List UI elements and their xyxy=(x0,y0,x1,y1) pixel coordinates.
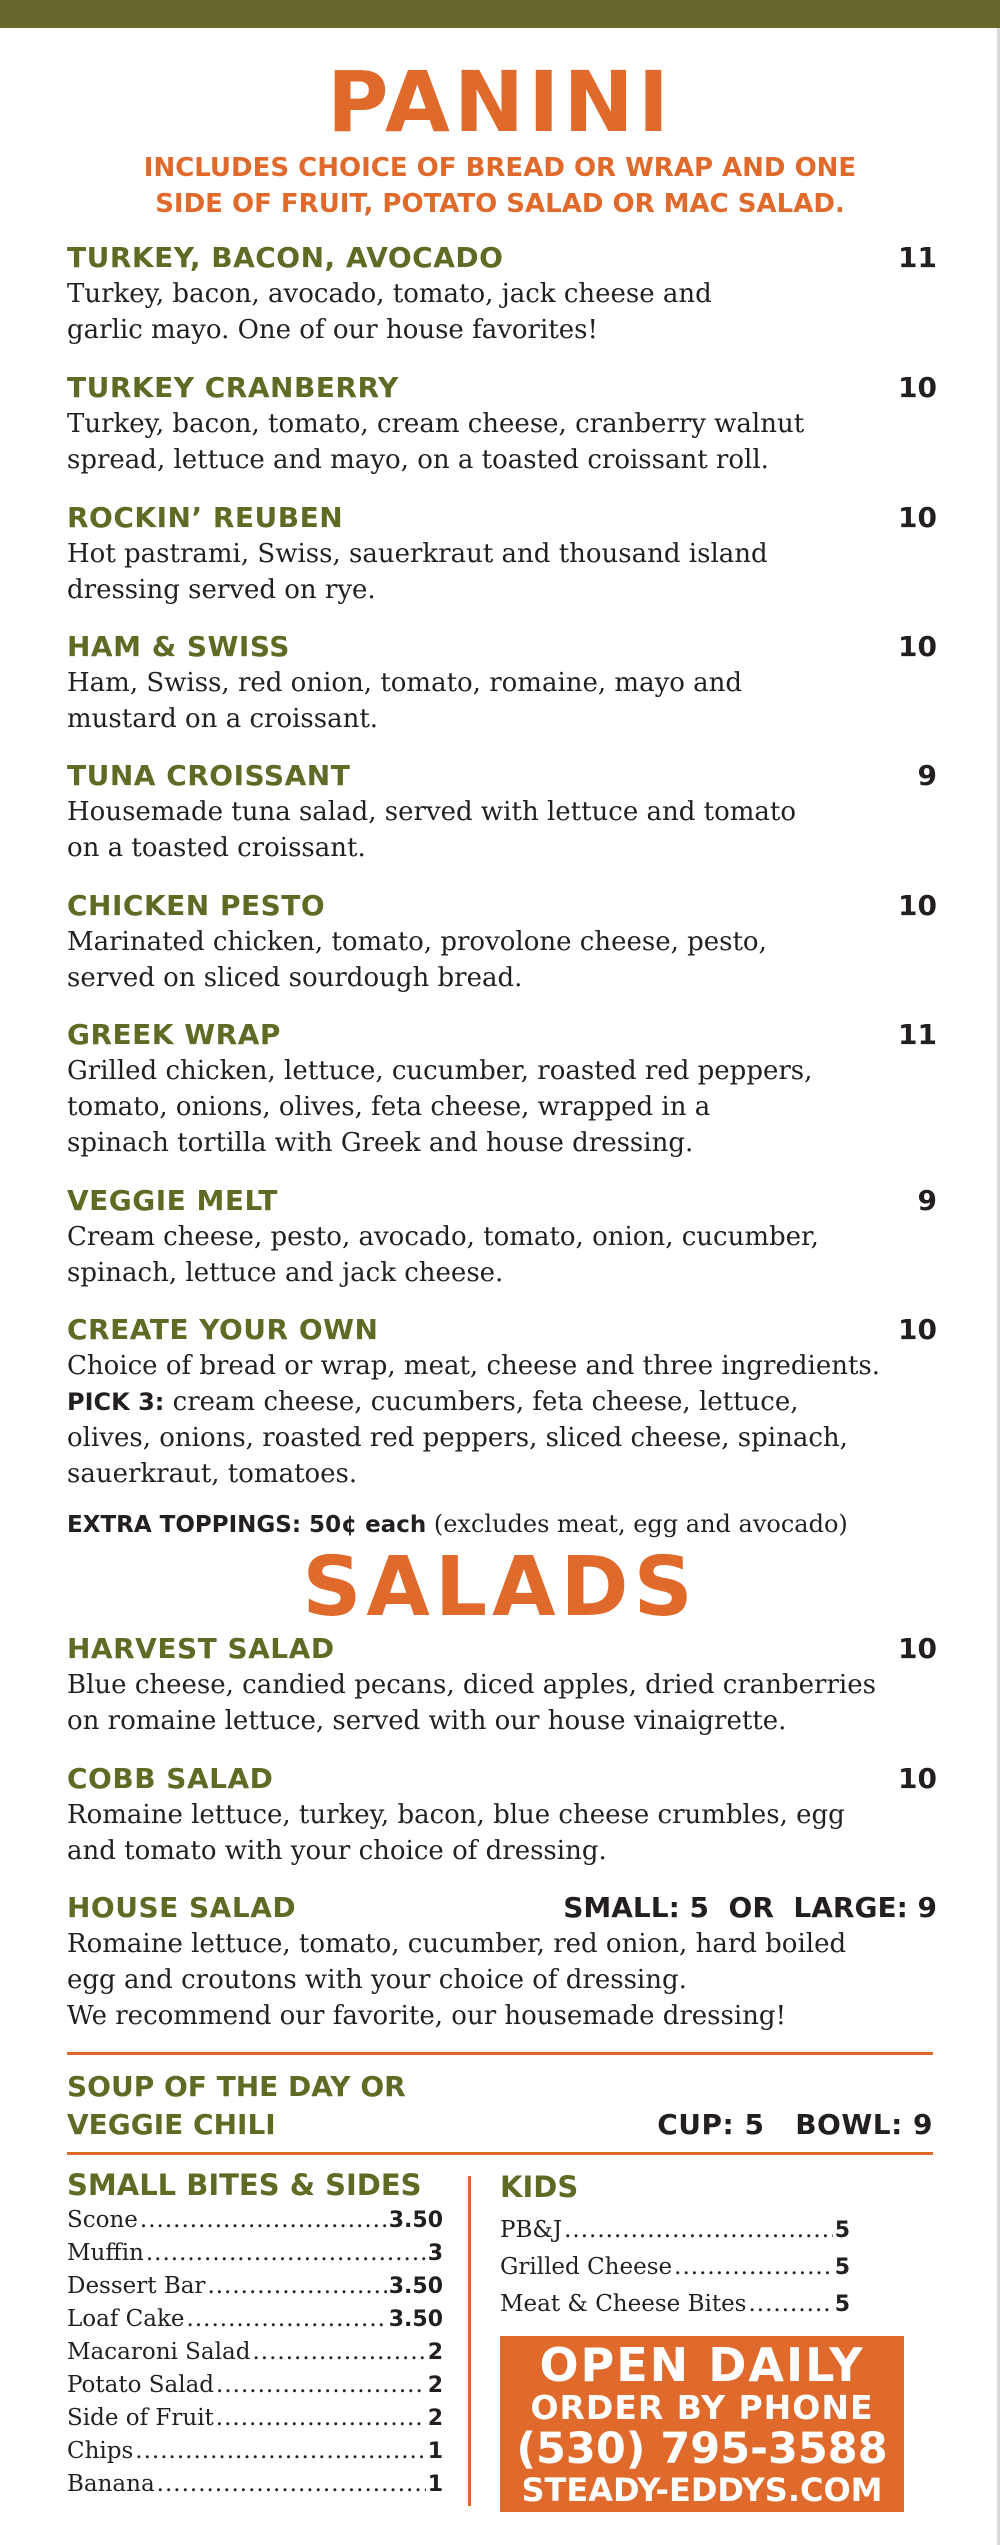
item-price: 10 xyxy=(898,1762,937,1795)
item-name: VEGGIE MELT xyxy=(67,1184,278,1217)
soup-title-line2: VEGGIE CHILI xyxy=(67,2108,276,2141)
desc-line: Ham, Swiss, red onion, tomato, romaine, mayo and xyxy=(67,668,743,698)
menu-item-ham-swiss xyxy=(67,629,937,737)
item-name: Dessert Bar xyxy=(67,2273,206,2299)
item-name: Loaf Cake xyxy=(67,2306,185,2332)
menu-item-rockin-reuben xyxy=(67,500,937,608)
desc-line: Choice of bread or wrap, meat, cheese and three ingredients. xyxy=(67,1351,881,1381)
list-item xyxy=(67,2270,443,2303)
kids-list xyxy=(500,2212,850,2323)
panini-subtitle xyxy=(40,150,960,222)
item-description xyxy=(67,1053,927,1161)
desc-line: tomato, onions, olives, feta cheese, wrapped in a xyxy=(67,1092,711,1122)
pick-options: cream cheese, cucumbers, feta cheese, lettuce, xyxy=(164,1387,799,1417)
item-name: GREEK WRAP xyxy=(67,1018,281,1051)
desc-line: Cream cheese, pesto, avocado, tomato, onion, cucumber, xyxy=(67,1222,819,1252)
item-price: 10 xyxy=(898,630,937,663)
item-description xyxy=(67,1926,927,2034)
item-description xyxy=(67,1348,927,1492)
item-price: 10 xyxy=(898,889,937,922)
desc-line: on romaine lettuce, served with our house vinaigrette. xyxy=(67,1706,787,1736)
item-price: 3 xyxy=(427,2241,443,2266)
list-item xyxy=(67,2435,443,2468)
menu-item-chicken-pesto xyxy=(67,888,937,996)
kids-title: KIDS xyxy=(500,2170,579,2204)
item-price: 11 xyxy=(898,1018,937,1051)
pick-label: PICK 3: xyxy=(67,1388,165,1416)
desc-line: spinach tortilla with Greek and house dressing. xyxy=(67,1128,694,1158)
item-price: 10 xyxy=(898,1632,937,1665)
menu-item-greek-wrap xyxy=(67,1017,937,1161)
list-item xyxy=(67,2402,443,2435)
item-price: 3.50 xyxy=(388,2208,443,2233)
small-bites-section xyxy=(67,2166,443,2501)
desc-line: sauerkraut, tomatoes. xyxy=(67,1459,358,1489)
menu-item-harvest-salad xyxy=(67,1631,937,1739)
soup-title-line1: SOUP OF THE DAY OR xyxy=(67,2070,406,2103)
item-name: ROCKIN’ REUBEN xyxy=(67,501,344,534)
leader-dots xyxy=(252,2336,425,2369)
desc-line: mustard on a croissant. xyxy=(67,704,379,734)
divider-top xyxy=(67,2052,933,2055)
leader-dots xyxy=(216,2402,426,2435)
desc-line: spread, lettuce and mayo, on a toasted croissant roll. xyxy=(67,445,769,475)
desc-line: We recommend our favorite, our housemade dressing! xyxy=(67,2001,787,2031)
menu-item-cobb-salad xyxy=(67,1761,937,1869)
item-description xyxy=(67,794,927,866)
extra-toppings-exclusions: (excludes meat, egg and avocado) xyxy=(426,1510,848,1538)
leader-dots xyxy=(674,2249,833,2285)
leader-dots xyxy=(564,2212,833,2248)
list-item xyxy=(67,2369,443,2402)
desc-line: served on sliced sourdough bread. xyxy=(67,963,523,993)
panini-subtitle-line2: SIDE OF FRUIT, POTATO SALAD OR MAC SALAD. xyxy=(155,189,845,219)
item-price: 2 xyxy=(427,2373,443,2398)
leader-dots xyxy=(157,2468,426,2501)
item-price: 10 xyxy=(898,501,937,534)
item-description xyxy=(67,1667,927,1739)
item-description xyxy=(67,924,927,996)
item-name: COBB SALAD xyxy=(67,1762,274,1795)
item-name: Muffin xyxy=(67,2240,144,2266)
leader-dots xyxy=(749,2286,833,2322)
item-price: 9 xyxy=(917,759,937,792)
open-daily-banner xyxy=(500,2336,904,2512)
item-name: HARVEST SALAD xyxy=(67,1632,335,1665)
phone-number: (530) 795-3588 xyxy=(516,2424,888,2474)
desc-line: on a toasted croissant. xyxy=(67,833,366,863)
menu-item-house-salad xyxy=(67,1890,937,2034)
website-address: STEADY-EDDYS.COM xyxy=(521,2471,883,2509)
divider-bottom xyxy=(67,2152,933,2155)
soup-prices: CUP: 5 BOWL: 9 xyxy=(657,2108,933,2141)
desc-line: Blue cheese, candied pecans, diced apples, dried cranberries xyxy=(67,1670,876,1700)
item-name: Potato Salad xyxy=(67,2372,215,2398)
panini-heading: PANINI xyxy=(327,53,673,151)
desc-line: garlic mayo. One of our house favorites! xyxy=(67,315,598,345)
item-description xyxy=(67,536,927,608)
leader-dots xyxy=(146,2237,426,2270)
menu-item-tuna-croissant xyxy=(67,758,937,866)
item-description xyxy=(67,1797,927,1869)
leader-dots xyxy=(216,2369,426,2402)
leader-dots xyxy=(187,2303,387,2336)
list-item xyxy=(67,2336,443,2369)
item-name: Banana xyxy=(67,2471,155,2497)
item-name: Meat & Cheese Bites xyxy=(500,2291,747,2317)
item-price: 3.50 xyxy=(388,2307,443,2332)
item-name: HAM & SWISS xyxy=(67,630,290,663)
salads-heading: SALADS xyxy=(302,1540,698,1635)
extra-toppings-note xyxy=(67,1507,967,1542)
item-price: 11 xyxy=(898,241,937,274)
list-item xyxy=(500,2212,850,2249)
item-name: CHICKEN PESTO xyxy=(67,889,326,922)
desc-line: Turkey, bacon, avocado, tomato, jack cheese and xyxy=(67,279,712,309)
item-name: CREATE YOUR OWN xyxy=(67,1313,379,1346)
open-daily-text: OPEN DAILY xyxy=(539,2338,865,2392)
desc-line: Romaine lettuce, turkey, bacon, blue cheese crumbles, egg xyxy=(67,1800,845,1830)
desc-line: olives, onions, roasted red peppers, sliced cheese, spinach, xyxy=(67,1423,848,1453)
leader-dots xyxy=(207,2270,386,2303)
menu-item-create-your-own xyxy=(67,1312,937,1492)
pick-line xyxy=(67,1384,927,1420)
soup-section xyxy=(67,2068,933,2144)
small-bites-title: SMALL BITES & SIDES xyxy=(67,2168,422,2202)
desc-line: Hot pastrami, Swiss, sauerkraut and thousand island xyxy=(67,539,768,569)
leader-dots xyxy=(140,2204,387,2237)
item-name: HOUSE SALAD xyxy=(67,1891,297,1924)
top-color-bar xyxy=(0,0,1000,28)
item-price: 5 xyxy=(834,2218,850,2243)
item-price: 5 xyxy=(834,2255,850,2280)
item-name: Chips xyxy=(67,2438,134,2464)
list-item xyxy=(67,2303,443,2336)
desc-line: and tomato with your choice of dressing. xyxy=(67,1836,607,1866)
item-description xyxy=(67,1219,927,1291)
menu-item-veggie-melt xyxy=(67,1183,937,1291)
list-item xyxy=(67,2204,443,2237)
list-item xyxy=(500,2286,850,2323)
item-price: 1 xyxy=(427,2472,443,2497)
item-name: Scone xyxy=(67,2207,138,2233)
menu-item-turkey-cranberry xyxy=(67,370,937,478)
item-price: 1 xyxy=(427,2439,443,2464)
item-price: 5 xyxy=(834,2292,850,2317)
item-price: 9 xyxy=(917,1184,937,1217)
item-price: SMALL: 5 OR LARGE: 9 xyxy=(563,1891,937,1924)
item-name: Grilled Cheese xyxy=(500,2254,673,2280)
list-item xyxy=(500,2249,850,2286)
item-description xyxy=(67,406,927,478)
item-price: 2 xyxy=(427,2340,443,2365)
extra-toppings-label: EXTRA TOPPINGS: 50¢ each xyxy=(67,1512,427,1538)
item-description xyxy=(67,276,927,348)
order-by-phone-text: ORDER BY PHONE xyxy=(530,2388,874,2427)
item-name: TURKEY, BACON, AVOCADO xyxy=(67,241,504,274)
item-name: Side of Fruit xyxy=(67,2405,214,2431)
item-name: Macaroni Salad xyxy=(67,2339,251,2365)
desc-line: Romaine lettuce, tomato, cucumber, red onion, hard boiled xyxy=(67,1929,847,1959)
desc-line: Turkey, bacon, tomato, cream cheese, cranberry walnut xyxy=(67,409,805,439)
item-price: 10 xyxy=(898,1313,937,1346)
item-name: TUNA CROISSANT xyxy=(67,759,351,792)
kids-section xyxy=(500,2168,850,2323)
small-bites-list xyxy=(67,2204,443,2501)
item-price: 2 xyxy=(427,2406,443,2431)
desc-line: Housemade tuna salad, served with lettuce and tomato xyxy=(67,797,797,827)
item-price: 3.50 xyxy=(388,2274,443,2299)
item-description xyxy=(67,665,927,737)
list-item xyxy=(67,2237,443,2270)
desc-line: Marinated chicken, tomato, provolone cheese, pesto, xyxy=(67,927,767,957)
list-item xyxy=(67,2468,443,2501)
panini-subtitle-line1: INCLUDES CHOICE OF BREAD OR WRAP AND ONE xyxy=(143,153,857,183)
desc-line: dressing served on rye. xyxy=(67,575,376,605)
item-price: 10 xyxy=(898,371,937,404)
desc-line: egg and croutons with your choice of dressing. xyxy=(67,1965,687,1995)
item-name: TURKEY CRANBERRY xyxy=(67,371,399,404)
column-divider xyxy=(468,2176,471,2506)
desc-line: spinach, lettuce and jack cheese. xyxy=(67,1258,504,1288)
leader-dots xyxy=(135,2435,425,2468)
menu-item-turkey-bacon-avocado xyxy=(67,240,937,348)
item-name: PB&J xyxy=(500,2217,563,2243)
desc-line: Grilled chicken, lettuce, cucumber, roasted red peppers, xyxy=(67,1056,813,1086)
